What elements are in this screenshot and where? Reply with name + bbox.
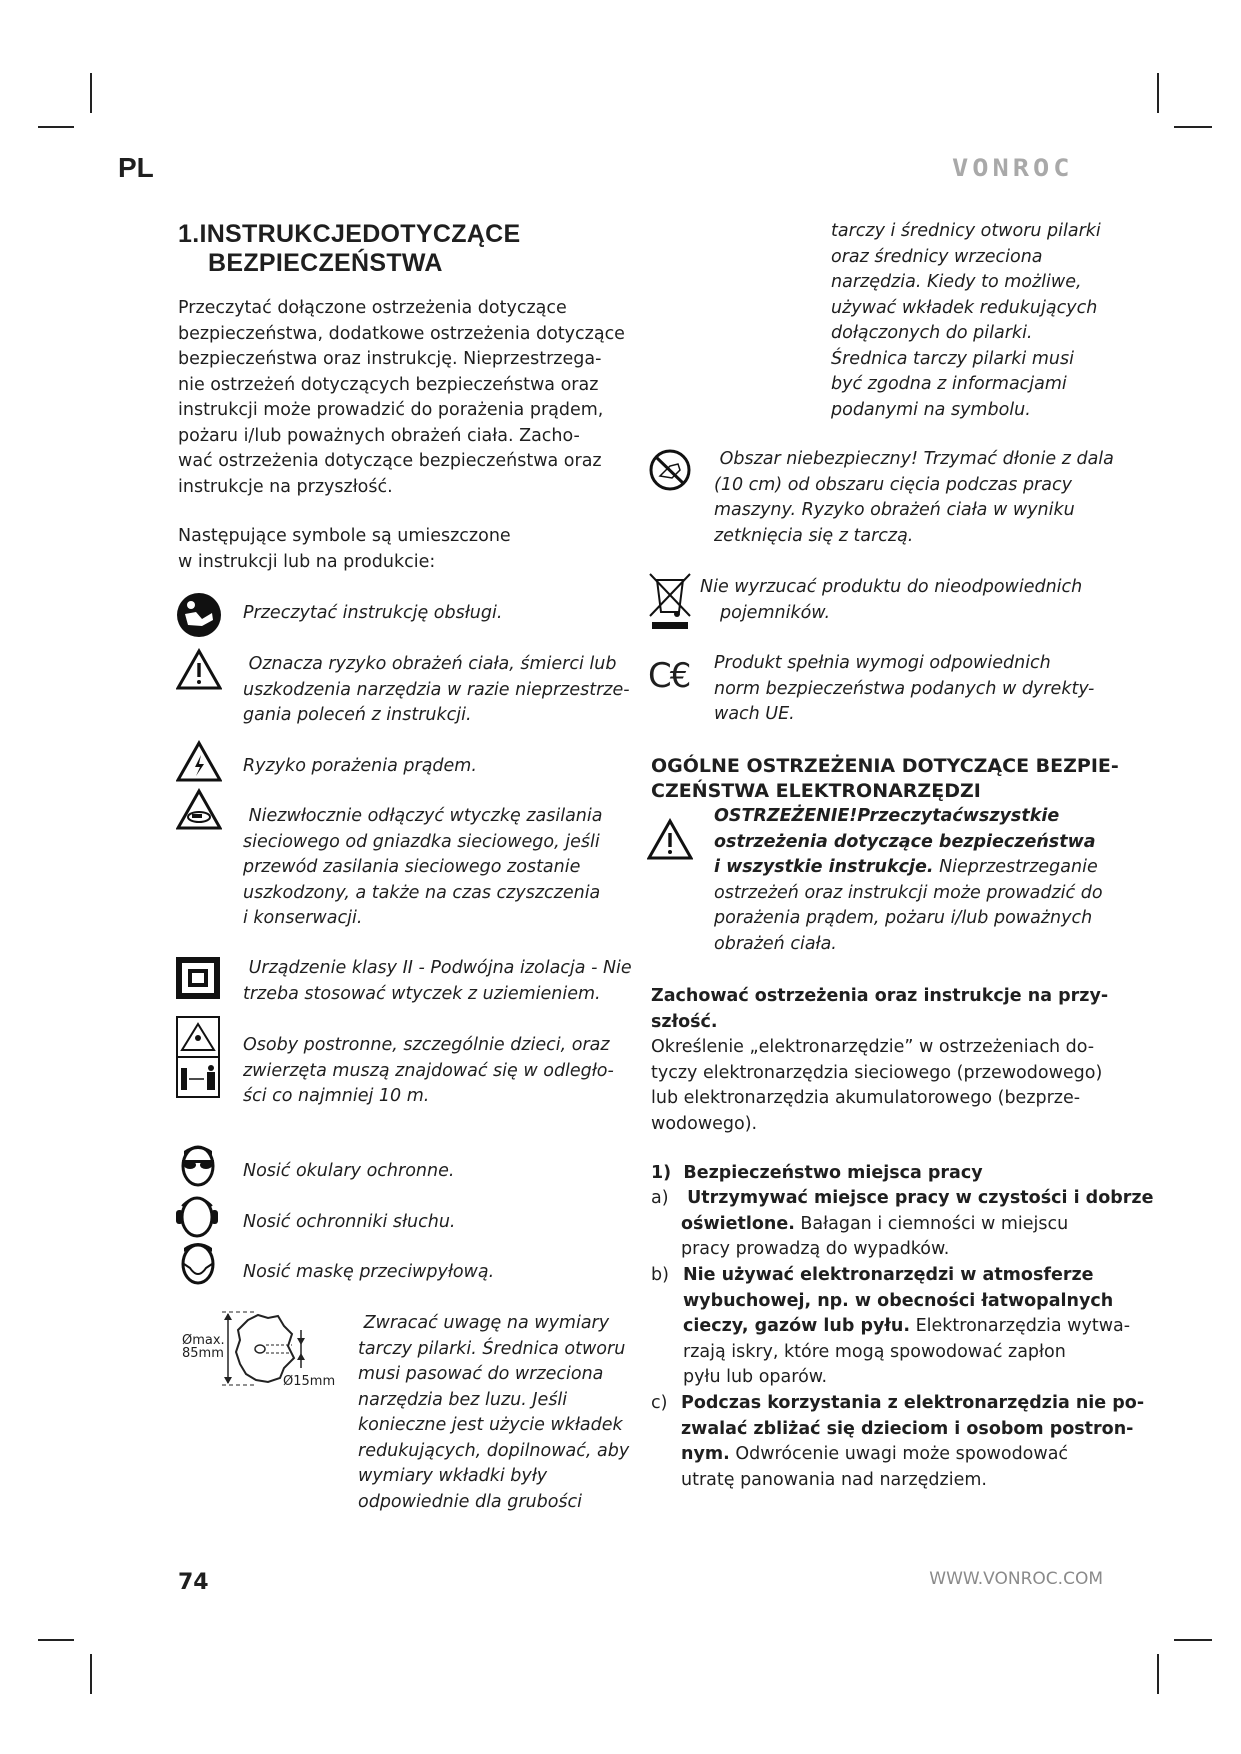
text-segment: obrażeń ciała.	[714, 933, 837, 954]
text-line	[714, 447, 1114, 473]
text-line	[358, 1439, 629, 1465]
symbol-text	[243, 754, 477, 780]
text-line	[243, 1260, 494, 1286]
text-line	[714, 524, 1114, 550]
text-segment: zwierzęta muszą znajdować się w odległo-	[243, 1060, 614, 1081]
ce-mark-icon: C€	[648, 656, 690, 696]
section-heading: 1) Bezpieczeństwo miejsca pracy	[651, 1163, 983, 1183]
text-segment: (10 cm) od obszaru cięcia podczas pracy	[714, 474, 1072, 495]
bold-text-segment: wybuchowej, np. w obecności łatwopalnych	[683, 1290, 1114, 1311]
text-line	[243, 855, 602, 881]
text-segment: uszkodzony, a także na czas czyszczenia	[243, 882, 601, 903]
text-line	[178, 373, 625, 399]
text-segment: Nosić maskę przeciwpyłową.	[243, 1262, 495, 1282]
text-line	[358, 1362, 629, 1388]
website-link[interactable]: WWW.VONROC.COM	[929, 1569, 1103, 1589]
text-line	[651, 1086, 1108, 1112]
keep-bystanders-away-icon	[176, 1016, 220, 1098]
text-segment: Obszar niebezpieczny! Trzymać dłonie z dala	[714, 449, 1114, 469]
text-segment: tyczy elektronarzędzia sieciowego (przewodowego)	[651, 1062, 1103, 1083]
text-line	[243, 1210, 456, 1236]
text-segment: instrukcje na przyszłość.	[178, 476, 393, 497]
symbol-text	[700, 575, 1082, 626]
text-line	[178, 449, 625, 475]
list-item-label: b)	[651, 1265, 669, 1285]
bold-text-segment: OSTRZEŻENIE!Przeczytaćwszystkie	[714, 806, 1060, 826]
blade-max-label-line: 85mm	[182, 1346, 224, 1361]
symbol-text	[243, 1033, 614, 1110]
text-segment: Elektronarzędzia wytwa-	[910, 1316, 1131, 1336]
list-item-label: a)	[651, 1188, 669, 1208]
crop-mark	[1157, 1654, 1159, 1694]
text-segment: uszkodzenia narzędzia w razie nieprzestrze-	[243, 679, 630, 700]
crop-mark	[1157, 73, 1159, 113]
text-segment: Średnica tarczy pilarki musi	[831, 348, 1074, 369]
text-segment: dołączonych do pilarki.	[831, 323, 1033, 343]
page-title	[178, 220, 520, 278]
blade-bore-label: Ø15mm	[283, 1374, 336, 1389]
text-segment: przewód zasilania sieciowego zostanie	[243, 857, 581, 877]
symbol-text	[243, 601, 502, 627]
text-segment: i konserwacji.	[243, 908, 363, 928]
text-line	[714, 804, 1103, 830]
text-line	[714, 651, 1094, 677]
blade-dimensions-icon	[180, 1308, 345, 1398]
text-line	[178, 475, 625, 501]
text-segment: Przeczytać instrukcję obsługi.	[243, 603, 503, 623]
class-ii-icon	[176, 957, 220, 999]
list-item-label: c)	[651, 1393, 668, 1413]
text-line	[714, 498, 1114, 524]
text-line	[243, 678, 630, 704]
symbol-text	[714, 447, 1114, 549]
text-segment: wymiary wkładki były	[358, 1466, 548, 1486]
text-segment: sieciowego od gniazdka sieciowego, jeśli	[243, 831, 600, 852]
text-line	[178, 424, 625, 450]
bold-text-segment: Zachować ostrzeżenia oraz instrukcje na przy-	[651, 986, 1109, 1006]
text-segment: oraz średnicy wrzeciona	[831, 246, 1043, 267]
text-segment: Produkt spełnia wymogi odpowiednich	[714, 653, 1051, 673]
text-segment: być zgodna z informacjami	[831, 374, 1067, 394]
blade-max-diameter-label	[182, 1334, 225, 1360]
text-segment: narzędzia. Kiedy to możliwe,	[831, 272, 1082, 292]
text-line	[681, 1442, 1144, 1468]
dust-mask-icon	[178, 1240, 218, 1286]
text-segment: norm bezpieczeństwa podanych w dyrekty-	[714, 678, 1095, 699]
text-line	[358, 1490, 629, 1516]
text-segment: Oznacza ryzyko obrażeń ciała, śmierci lub	[243, 654, 617, 674]
warning-icon	[647, 818, 693, 860]
text-line	[714, 830, 1103, 856]
text-segment: CZEŃSTWA ELEKTRONARZĘDZI	[651, 780, 981, 802]
blade-max-label-line: Ømax.	[182, 1333, 225, 1348]
list-item	[681, 1186, 1153, 1263]
text-segment: ści co najmniej 10 m.	[243, 1086, 430, 1106]
text-line	[178, 524, 511, 550]
text-line	[243, 754, 477, 780]
text-line	[243, 1059, 614, 1085]
text-segment: nie ostrzeżeń dotyczących bezpieczeństwa oraz	[178, 374, 599, 395]
unplug-icon	[176, 788, 222, 830]
text-segment: używać wkładek redukujących	[831, 297, 1098, 318]
symbols-intro	[178, 524, 511, 575]
text-line	[243, 804, 602, 830]
text-line	[178, 296, 625, 322]
text-line	[243, 703, 630, 729]
text-segment: ostrzeżeń oraz instrukcji może prowadzić do	[714, 882, 1103, 903]
bold-text-segment: nym.	[681, 1444, 730, 1464]
text-line	[683, 1365, 1130, 1391]
text-segment: gania poleceń z instrukcji.	[243, 705, 472, 725]
text-segment: utratę panowania nad narzędziem.	[681, 1469, 987, 1490]
text-line	[243, 1033, 614, 1059]
symbol-text	[243, 956, 632, 1007]
text-line	[243, 601, 502, 627]
bold-text-segment: Nie używać elektronarzędzi w atmosferze	[683, 1265, 1094, 1285]
text-segment: OGÓLNE OSTRZEŻENIA DOTYCZĄCE BEZPIE-	[651, 755, 1119, 777]
bold-text-segment: i wszystkie instrukcje.	[714, 857, 934, 877]
text-line	[831, 270, 1101, 296]
electric-shock-icon	[176, 740, 222, 782]
bold-text-segment: Podczas korzystania z elektronarzędzia nie po-	[681, 1393, 1145, 1413]
symbol-text	[243, 1210, 456, 1236]
text-line	[243, 830, 602, 856]
brand-logo: VONROC	[952, 154, 1074, 183]
text-segment: wodowego).	[651, 1113, 758, 1134]
text-segment: tarczy pilarki. Średnica otworu	[358, 1338, 626, 1359]
text-line	[831, 372, 1101, 398]
text-segment: bezpieczeństwa oraz instrukcję. Nieprzestrzega-	[178, 349, 602, 369]
text-segment: Przeczytać dołączone ostrzeżenia dotyczące	[178, 298, 567, 318]
crop-mark	[1174, 126, 1212, 128]
text-segment: lub elektronarzędzia akumulatorowego (bezprze-	[651, 1088, 1081, 1108]
text-line	[243, 1159, 454, 1185]
text-segment: rzają iskry, które mogą spowodować zapłon	[683, 1341, 1066, 1362]
list-item	[683, 1263, 1130, 1391]
bold-text-segment: oświetlone.	[681, 1213, 795, 1234]
text-line	[681, 1391, 1144, 1417]
text-segment: pożaru i/lub poważnych obrażeń ciała. Zacho-	[178, 425, 580, 446]
text-line	[714, 702, 1094, 728]
text-segment: Osoby postronne, szczególnie dzieci, oraz	[243, 1035, 610, 1055]
symbol-text	[243, 652, 630, 729]
text-line	[831, 296, 1101, 322]
text-segment: wać ostrzeżenia dotyczące bezpieczeństwa oraz	[178, 451, 602, 471]
title-line: BEZPIECZEŃSTWA	[208, 249, 443, 277]
text-segment: instrukcji może prowadzić do porażenia prądem,	[178, 400, 604, 420]
warning-icon	[176, 648, 222, 690]
warning-paragraph	[714, 804, 1103, 957]
symbol-text	[243, 1260, 494, 1286]
text-line	[178, 550, 511, 576]
text-segment: trzeba stosować wtyczek z uziemieniem.	[243, 983, 601, 1004]
ear-protection-icon	[174, 1192, 220, 1238]
crop-mark	[38, 1639, 74, 1641]
symbol-text	[714, 651, 1094, 728]
text-segment: Nieprzestrzeganie	[933, 857, 1098, 877]
text-segment: w instrukcji lub na produkcie:	[178, 551, 436, 572]
text-segment: Ryzyko porażenia prądem.	[243, 756, 477, 776]
text-segment: pracy prowadzą do wypadków.	[681, 1239, 950, 1259]
text-line	[178, 398, 625, 424]
text-segment: Zwracać uwagę na wymiary	[358, 1313, 610, 1333]
bold-text-segment: zwalać zbliżać się dzieciom i osobom postron-	[681, 1418, 1134, 1439]
text-line	[243, 956, 632, 982]
text-line	[651, 1010, 1108, 1036]
text-line	[651, 754, 1119, 779]
text-segment: konieczne jest użycie wkładek	[358, 1415, 623, 1435]
text-line	[651, 1061, 1108, 1087]
text-line	[681, 1468, 1144, 1494]
text-line	[714, 677, 1094, 703]
keep-instructions-paragraph	[651, 984, 1108, 1137]
text-line	[358, 1337, 629, 1363]
crop-mark	[90, 73, 92, 113]
text-line	[714, 855, 1103, 881]
text-line	[831, 245, 1101, 271]
text-line	[651, 779, 1119, 804]
text-segment: Bałagan i ciemności w miejscu	[794, 1213, 1069, 1234]
text-segment: bezpieczeństwa, dodatkowe ostrzeżenia dotyczące	[178, 323, 625, 344]
text-line	[243, 982, 632, 1008]
no-hands-icon	[648, 448, 692, 492]
symbol-text-line: pojemników.	[720, 602, 831, 623]
text-line	[358, 1311, 629, 1337]
text-line	[683, 1340, 1130, 1366]
text-segment: pyłu lub oparów.	[683, 1367, 828, 1387]
text-line	[651, 1035, 1108, 1061]
text-line	[681, 1212, 1153, 1238]
text-line	[681, 1186, 1153, 1212]
text-line	[831, 219, 1101, 245]
intro-paragraph	[178, 296, 625, 500]
text-line	[651, 984, 1108, 1010]
text-line	[243, 881, 602, 907]
text-segment: podanymi na symbolu.	[831, 399, 1031, 420]
text-segment: porażenia prądem, pożaru i/lub poważnych	[714, 908, 1093, 928]
text-line	[243, 906, 602, 932]
bold-text-segment: ostrzeżenia dotyczące bezpieczeństwa	[714, 831, 1096, 852]
text-line	[681, 1417, 1144, 1443]
text-segment: Urządzenie klasy II - Podwójna izolacja - Nie	[243, 958, 632, 978]
text-line	[243, 652, 630, 678]
weee-bin-icon	[647, 572, 693, 632]
title-line: 1.INSTRUKCJEDOTYCZĄCE	[178, 220, 521, 248]
text-segment: maszyny. Ryzyko obrażeń ciała w wyniku	[714, 500, 1075, 520]
list-item	[681, 1391, 1144, 1493]
text-line	[178, 322, 625, 348]
text-segment: wach UE.	[714, 704, 795, 724]
text-line	[714, 906, 1103, 932]
text-segment: zetknięcia się z tarczą.	[714, 525, 914, 546]
text-line	[358, 1388, 629, 1414]
bold-text-segment: Utrzymywać miejsce pracy w czystości i dobrze	[681, 1188, 1154, 1208]
text-line	[831, 398, 1101, 424]
text-line	[714, 881, 1103, 907]
text-segment: Nosić okulary ochronne.	[243, 1161, 455, 1181]
text-line	[358, 1413, 629, 1439]
text-segment: redukujących, dopilnować, aby	[358, 1440, 630, 1461]
text-segment: musi pasować do wrzeciona	[358, 1364, 604, 1384]
text-line	[831, 347, 1101, 373]
symbol-text	[243, 1159, 454, 1185]
bold-text-segment: szłość.	[651, 1011, 718, 1032]
read-manual-icon	[176, 592, 222, 638]
text-line	[178, 347, 625, 373]
text-line	[683, 1289, 1130, 1315]
text-segment: Następujące symbole są umieszczone	[178, 526, 511, 546]
text-segment: Nosić ochronniki słuchu.	[243, 1212, 456, 1232]
text-line	[681, 1237, 1153, 1263]
text-line	[831, 321, 1101, 347]
text-segment: narzędzia bez luzu. Jeśli	[358, 1389, 568, 1410]
continued-paragraph	[831, 219, 1101, 423]
text-line	[243, 1084, 614, 1110]
text-line	[683, 1314, 1130, 1340]
text-line	[651, 1112, 1108, 1138]
language-code: PL	[118, 152, 154, 183]
page-number: 74	[178, 1570, 209, 1595]
symbol-text	[243, 804, 602, 932]
text-line	[714, 473, 1114, 499]
text-segment: Określenie „elektronarzędzie” w ostrzeżeniach do-	[651, 1037, 1095, 1057]
text-segment: odpowiednie dla grubości	[358, 1491, 583, 1512]
crop-mark	[90, 1654, 92, 1694]
text-line	[714, 932, 1103, 958]
text-segment: tarczy i średnicy otworu pilarki	[831, 221, 1101, 241]
text-segment: Niezwłocznie odłączyć wtyczkę zasilania	[243, 806, 603, 826]
bold-text-segment: cieczy, gazów lub pyłu.	[683, 1316, 911, 1336]
symbol-text	[358, 1311, 629, 1515]
crop-mark	[38, 126, 74, 128]
general-warnings-heading	[651, 754, 1119, 804]
crop-mark	[1174, 1639, 1212, 1641]
symbol-text-line: Nie wyrzucać produktu do nieodpowiednich	[700, 577, 1083, 597]
text-line	[683, 1263, 1130, 1289]
text-segment: Odwrócenie uwagi może spowodować	[729, 1444, 1069, 1464]
safety-glasses-icon	[178, 1143, 218, 1187]
text-line	[358, 1464, 629, 1490]
